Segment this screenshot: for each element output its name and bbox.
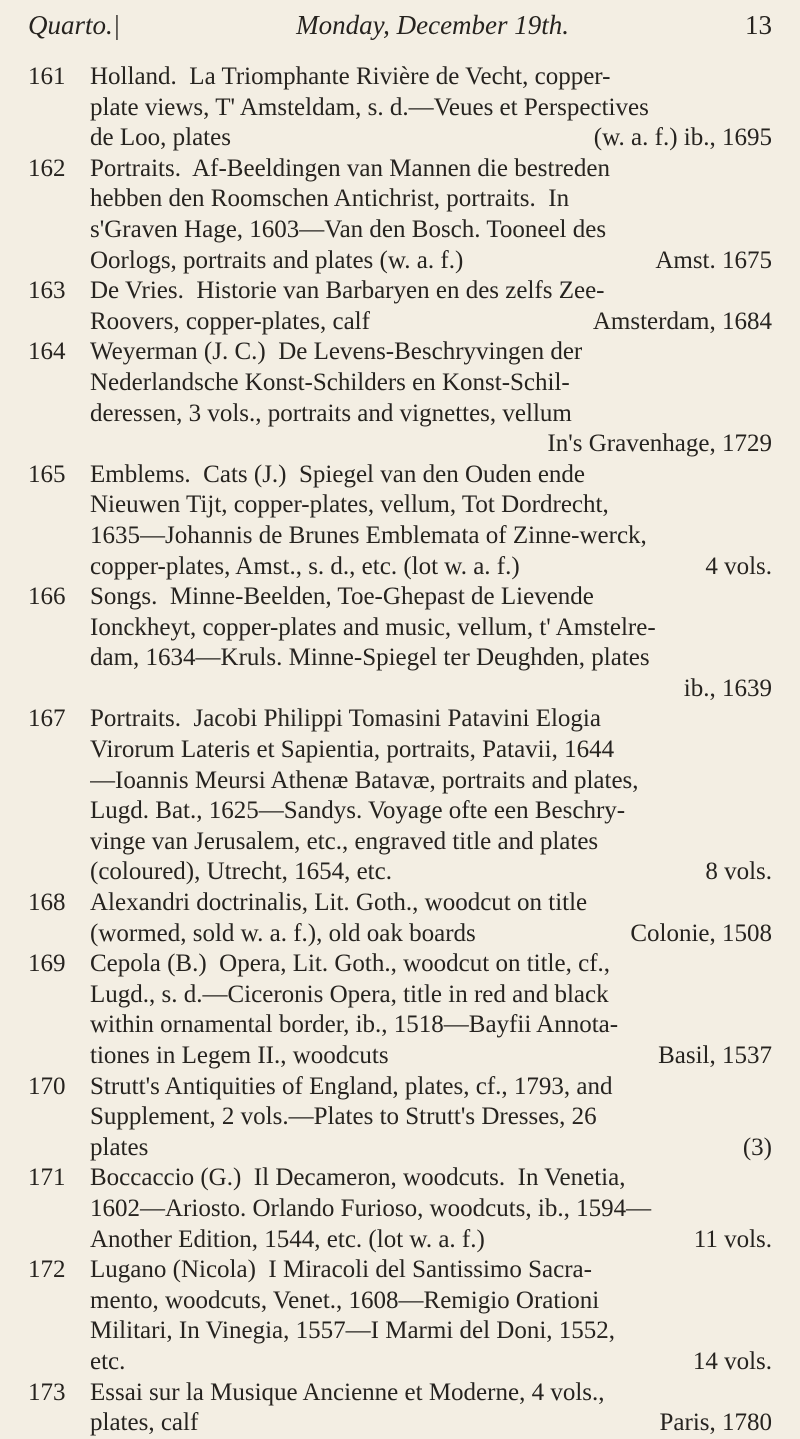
- page-number: 13: [745, 10, 772, 40]
- line-text: Cepola (B.) Opera, Lit. Goth., woodcut on title, cf.,: [90, 950, 611, 978]
- imprint: ib., 1639: [683, 674, 772, 702]
- lot-description: [90, 704, 772, 888]
- description-line: [90, 796, 772, 827]
- line-text: tiones in Legem II., woodcuts: [90, 1042, 389, 1069]
- line-text: (wormed, sold w. a. f.), old oak boards: [90, 919, 476, 947]
- line-text: 1602—Ariosto. Orlando Furioso, woodcuts, ib., 1594—: [90, 1194, 652, 1222]
- lot-description: [90, 1378, 772, 1439]
- lot-entry: [28, 704, 772, 888]
- description-line: [90, 1163, 772, 1194]
- lot-description: [90, 62, 772, 154]
- line-text: plates: [90, 1133, 149, 1161]
- description-line: [90, 1102, 772, 1133]
- description-line: [90, 368, 772, 399]
- line-text: Weyerman (J. C.) De Levens-Beschryvingen der: [90, 338, 583, 366]
- description-line: [90, 215, 772, 246]
- description-line: [90, 1347, 772, 1378]
- lot-entry: [28, 1255, 772, 1377]
- lot-description: [90, 1163, 772, 1255]
- description-line: [90, 337, 772, 368]
- line-text: plate views, T' Amsteldam, s. d.—Veues et Perspectives: [90, 93, 649, 121]
- description-line: [90, 1010, 772, 1041]
- description-line: [90, 1225, 772, 1256]
- imprint: 11 vols.: [693, 1225, 772, 1253]
- line-text: Supplement, 2 vols.—Plates to Strutt's Dresses, 26: [90, 1103, 597, 1131]
- line-text: De Vries. Historie van Barbaryen en des zelfs Zee-: [90, 277, 605, 305]
- line-text: Portraits. Jacobi Philippi Tomasini Patavini Elogia: [90, 705, 601, 733]
- lot-number: 173: [28, 1378, 66, 1406]
- line-text: Lugd., s. d.—Ciceronis Opera, title in red and black: [90, 980, 609, 1008]
- imprint: (w. a. f.) ib., 1695: [593, 124, 772, 152]
- line-text: —Ioannis Meursi Athenæ Batavæ, portraits and plates,: [90, 766, 639, 794]
- lot-description: [90, 1255, 772, 1377]
- imprint: Colonie, 1508: [630, 919, 772, 947]
- page-header: [28, 10, 772, 56]
- description-line: [90, 1041, 772, 1072]
- line-text: Oorlogs, portraits and plates (w. a. f.): [90, 246, 464, 274]
- description-line: [90, 123, 772, 154]
- line-text: plates, calf: [90, 1409, 199, 1437]
- header-date: Monday, December 19th.: [296, 10, 570, 40]
- imprint: Amsterdam, 1684: [592, 307, 772, 335]
- imprint: Basil, 1537: [658, 1042, 772, 1069]
- imprint: Paris, 1780: [659, 1409, 772, 1437]
- description-line: [90, 1378, 772, 1409]
- description-line: [90, 93, 772, 124]
- description-line: [90, 1072, 772, 1103]
- lot-description: [90, 582, 772, 704]
- description-line: [90, 276, 772, 307]
- line-text: mento, woodcuts, Venet., 1608—Remigio Orationi: [90, 1286, 600, 1314]
- imprint: (3): [742, 1133, 772, 1161]
- line-text: (coloured), Utrecht, 1654, etc.: [90, 858, 392, 886]
- line-text: 1635—Johannis de Brunes Emblemata of Zinne-werck,: [90, 521, 647, 549]
- description-line: [90, 1255, 772, 1286]
- description-line: [90, 1194, 772, 1225]
- description-line: [90, 674, 772, 705]
- line-text: deressen, 3 vols., portraits and vignettes, vellum: [90, 399, 572, 427]
- description-line: [90, 62, 772, 93]
- lot-description: [90, 337, 772, 459]
- lot-entry: [28, 1163, 772, 1255]
- description-line: [90, 552, 772, 583]
- lot-description: [90, 949, 772, 1071]
- line-text: Nieuwen Tijt, copper-plates, vellum, Tot Dordrecht,: [90, 491, 609, 519]
- lot-description: [90, 154, 772, 276]
- lot-number: 165: [28, 460, 66, 488]
- description-line: [90, 704, 772, 735]
- line-text: Boccaccio (G.) Il Decameron, woodcuts. In Venetia,: [90, 1164, 626, 1192]
- line-text: Songs. Minne-Beelden, Toe-Ghepast de Lievende: [90, 583, 594, 611]
- lot-number: 168: [28, 889, 66, 917]
- header-format: Quarto.|: [28, 10, 121, 40]
- description-line: [90, 521, 772, 552]
- description-line: [90, 460, 772, 491]
- description-line: [90, 154, 772, 185]
- line-text: Emblems. Cats (J.) Spiegel van den Ouden ende: [90, 460, 586, 488]
- lot-entry: [28, 276, 772, 337]
- description-line: [90, 490, 772, 521]
- lot-entry: [28, 949, 772, 1071]
- lot-number: 169: [28, 950, 66, 978]
- description-line: [90, 429, 772, 460]
- description-line: [90, 949, 772, 980]
- lot-description: [90, 276, 772, 337]
- description-line: [90, 1316, 772, 1347]
- lot-list: [28, 62, 772, 1439]
- lot-number: 167: [28, 705, 66, 733]
- lot-entry: [28, 154, 772, 276]
- line-text: Virorum Lateris et Sapientia, portraits, Patavii, 1644: [90, 736, 615, 764]
- line-text: Ionckheyt, copper-plates and music, vellum, t' Amstelre-: [90, 613, 656, 641]
- description-line: [90, 1133, 772, 1164]
- description-line: [90, 582, 772, 613]
- line-text: Holland. La Triomphante Rivière de Vecht, copper-: [90, 63, 611, 90]
- line-text: de Loo, plates: [90, 124, 231, 152]
- line-text: Lugano (Nicola) I Miracoli del Santissimo Sacra-: [90, 1256, 592, 1284]
- line-text: Portraits. Af-Beeldingen van Mannen die bestreden: [90, 154, 610, 182]
- lot-entry: [28, 1072, 772, 1164]
- lot-number: 170: [28, 1072, 66, 1100]
- lot-number: 162: [28, 154, 66, 182]
- description-line: [90, 399, 772, 430]
- line-text: Another Edition, 1544, etc. (lot w. a. f.): [90, 1225, 485, 1253]
- line-text: Essai sur la Musique Ancienne et Moderne, 4 vols.,: [90, 1378, 605, 1406]
- description-line: [90, 980, 772, 1011]
- line-text: Roovers, copper-plates, calf: [90, 307, 370, 335]
- description-line: [90, 184, 772, 215]
- line-text: Lugd. Bat., 1625—Sandys. Voyage ofte een Beschry-: [90, 797, 626, 825]
- line-text: vinge van Jerusalem, etc., engraved title and plates: [90, 827, 599, 855]
- imprint: 4 vols.: [705, 552, 772, 580]
- description-line: [90, 919, 772, 950]
- description-line: [90, 857, 772, 888]
- description-line: [90, 888, 772, 919]
- lot-number: 171: [28, 1164, 66, 1192]
- line-text: Strutt's Antiquities of England, plates, cf., 1793, and: [90, 1072, 613, 1100]
- description-line: [90, 827, 772, 858]
- imprint: In's Gravenhage, 1729: [547, 430, 772, 458]
- lot-description: [90, 1072, 772, 1164]
- imprint: 8 vols.: [705, 858, 772, 886]
- lot-number: 166: [28, 583, 66, 611]
- line-text: copper-plates, Amst., s. d., etc. (lot w. a. f.): [90, 552, 520, 580]
- lot-entry: [28, 62, 772, 154]
- description-line: [90, 1408, 772, 1439]
- line-text: within ornamental border, ib., 1518—Bayfii Annota-: [90, 1011, 619, 1039]
- line-text: s'Graven Hage, 1603—Van den Bosch. Tooneel des: [90, 215, 607, 243]
- line-text: Militari, In Vinegia, 1557—I Marmi del Doni, 1552,: [90, 1317, 616, 1345]
- lot-description: [90, 460, 772, 582]
- imprint: 14 vols.: [692, 1347, 772, 1375]
- description-line: [90, 766, 772, 797]
- lot-number: 163: [28, 277, 66, 305]
- lot-entry: [28, 888, 772, 949]
- lot-entry: [28, 1378, 772, 1439]
- line-text: etc.: [90, 1347, 126, 1375]
- line-text: Alexandri doctrinalis, Lit. Goth., woodcut on title: [90, 889, 588, 917]
- lot-entry: [28, 460, 772, 582]
- lot-number: 172: [28, 1256, 66, 1284]
- description-line: [90, 613, 772, 644]
- lot-number: 161: [28, 63, 66, 90]
- description-line: [90, 246, 772, 277]
- line-text: dam, 1634—Kruls. Minne-Spiegel ter Deughden, plates: [90, 644, 650, 672]
- imprint: Amst. 1675: [655, 246, 772, 274]
- lot-entry: [28, 337, 772, 459]
- lot-entry: [28, 582, 772, 704]
- lot-number: 164: [28, 338, 66, 366]
- description-line: [90, 307, 772, 338]
- line-text: hebben den Roomschen Antichrist, portraits. In: [90, 185, 570, 213]
- line-text: Nederlandsche Konst-Schilders en Konst-Schil-: [90, 368, 570, 396]
- lot-description: [90, 888, 772, 949]
- description-line: [90, 735, 772, 766]
- description-line: [90, 1286, 772, 1317]
- description-line: [90, 643, 772, 674]
